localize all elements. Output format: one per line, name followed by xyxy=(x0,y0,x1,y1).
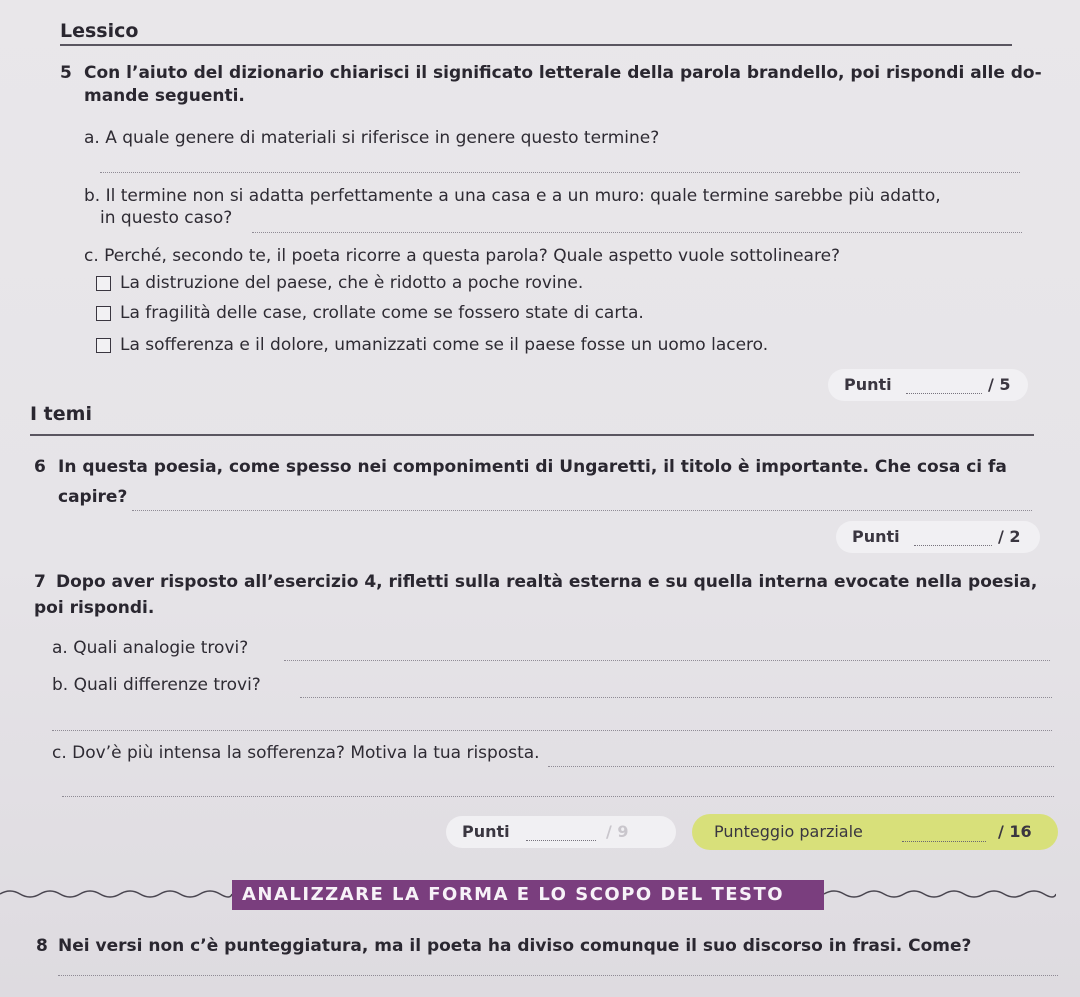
q5-text-line2: mande seguenti. xyxy=(84,86,245,106)
q7b-answer-line-2[interactable] xyxy=(52,730,1052,731)
q7b-answer-line[interactable] xyxy=(300,697,1052,698)
score-label: Punti xyxy=(462,822,510,841)
score-label: Punti xyxy=(844,375,892,394)
partial-score-box xyxy=(692,814,1058,850)
partial-score-max: / 16 xyxy=(998,822,1032,841)
q6-answer-line[interactable] xyxy=(132,510,1032,511)
score-label: Punti xyxy=(852,527,900,546)
score-input-line[interactable] xyxy=(526,840,596,841)
q5b-answer-line[interactable] xyxy=(252,232,1022,233)
banner-wavy-line-left xyxy=(0,884,232,904)
score-input-line[interactable] xyxy=(906,393,982,394)
score-box-q7 xyxy=(446,816,676,848)
q7c-answer-line-2[interactable] xyxy=(62,796,1054,797)
banner-wavy-line-right xyxy=(824,884,1056,904)
q5c-option-2-label: La fragilità delle case, crollate come se fossero state di carta. xyxy=(120,303,644,323)
q6-number: 6 xyxy=(34,457,46,477)
q5c-option-3-checkbox[interactable] xyxy=(96,338,111,353)
q6-text-line1: In questa poesia, come spesso nei componimenti di Ungaretti, il titolo è importante. Che cosa ci fa xyxy=(58,457,1007,477)
section-banner-text: ANALIZZARE LA FORMA E LO SCOPO DEL TESTO xyxy=(242,884,785,905)
q8-text: Nei versi non c’è punteggiatura, ma il poeta ha diviso comunque il suo discorso in frasi. Come? xyxy=(58,936,972,956)
q5-number: 5 xyxy=(60,63,72,83)
q5c-option-1-label: La distruzione del paese, che è ridotto a poche rovine. xyxy=(120,273,584,293)
q8-number: 8 xyxy=(36,936,48,956)
q7-text-line1: Dopo aver risposto all’esercizio 4, rifletti sulla realtà esterna e su quella interna evocate nella poesia, xyxy=(56,572,1038,592)
partial-score-input-line[interactable] xyxy=(902,841,986,842)
section-rule-lessico xyxy=(60,44,1012,46)
score-box-q6 xyxy=(836,521,1040,553)
score-max: / 2 xyxy=(998,527,1021,546)
section-title-lessico: Lessico xyxy=(60,20,139,42)
q5c-option-3-label: La sofferenza e il dolore, umanizzati come se il paese fosse un uomo lacero. xyxy=(120,335,769,355)
q5b-text-line2: in questo caso? xyxy=(100,208,233,228)
q5c-text: c. Perché, secondo te, il poeta ricorre a questa parola? Quale aspetto vuole sottolineare? xyxy=(84,246,841,266)
q5-text-line1: Con l’aiuto del dizionario chiarisci il significato letterale della parola brandello, poi rispondi alle do- xyxy=(84,63,1042,83)
partial-score-label: Punteggio parziale xyxy=(714,822,863,841)
score-box-q5 xyxy=(828,369,1028,401)
q5b-text-line1: b. Il termine non si adatta perfettamente a una casa e a un muro: quale termine sarebbe più adatto, xyxy=(84,186,941,206)
q8-answer-line[interactable] xyxy=(58,975,1058,976)
q7a-text: a. Quali analogie trovi? xyxy=(52,638,249,658)
score-input-line[interactable] xyxy=(914,545,992,546)
q5c-option-2-checkbox[interactable] xyxy=(96,306,111,321)
section-title-temi: I temi xyxy=(30,403,92,425)
score-max: / 5 xyxy=(988,375,1011,394)
score-max: / 9 xyxy=(606,822,629,841)
q7-text-line2: poi rispondi. xyxy=(34,598,155,618)
q5c-option-1-checkbox[interactable] xyxy=(96,276,111,291)
q7-number: 7 xyxy=(34,572,46,592)
q7c-answer-line[interactable] xyxy=(548,766,1054,767)
q5a-text: a. A quale genere di materiali si riferisce in genere questo termine? xyxy=(84,128,660,148)
q7a-answer-line[interactable] xyxy=(284,660,1050,661)
q7c-text: c. Dov’è più intensa la sofferenza? Motiva la tua risposta. xyxy=(52,743,540,763)
section-banner xyxy=(232,880,824,910)
q6-text-line2: capire? xyxy=(58,487,128,507)
q5a-answer-line[interactable] xyxy=(100,172,1020,173)
section-rule-temi xyxy=(30,434,1034,436)
q7b-text: b. Quali differenze trovi? xyxy=(52,675,261,695)
